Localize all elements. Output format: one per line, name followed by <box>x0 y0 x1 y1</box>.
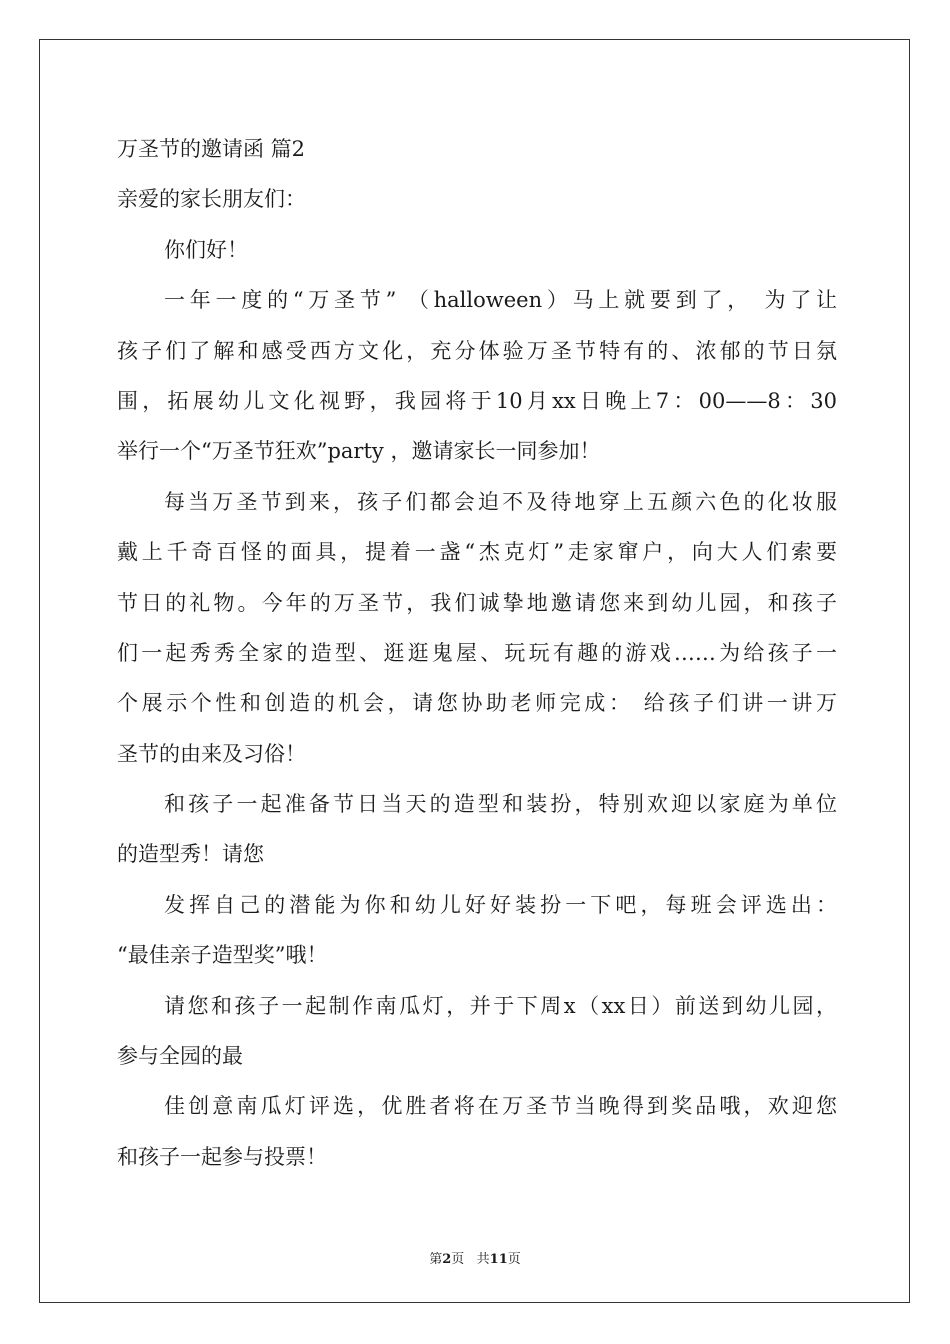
document-title: 万圣节的邀请函 篇2 <box>117 137 306 161</box>
paragraph-line: 和孩子一起准备节日当天的造型和装扮，特别欢迎以家庭为单位 <box>164 792 837 817</box>
footer-page-number: 2 <box>442 1252 452 1267</box>
greeting: 亲爱的家长朋友们： <box>117 187 306 212</box>
footer-prefix: 第 <box>429 1252 443 1267</box>
footer-total-pages: 11 <box>489 1252 508 1267</box>
paragraph-line: 节日的礼物。今年的万圣节，我们诚挚地邀请您来到幼儿园，和孩子 <box>117 590 837 615</box>
paragraph-line: 个展示个性和创造的机会，请您协助老师完成： 给孩子们讲一讲万 <box>117 691 837 716</box>
footer-suffix: 页 <box>507 1252 521 1267</box>
salutation: 你们好！ <box>164 237 248 262</box>
page-footer <box>0 1248 950 1267</box>
paragraph-line: 和孩子一起参与投票！ <box>117 1144 327 1169</box>
paragraph-line: 每当万圣节到来，孩子们都会迫不及待地穿上五颜六色的化妆服 <box>164 489 837 514</box>
paragraph-line: 孩子们了解和感受西方文化，充分体验万圣节特有的、浓郁的节日氛 <box>117 338 837 363</box>
paragraph-line: 围，拓展幼儿文化视野，我园将于10月xx日晚上7：00——8：30 <box>117 388 837 413</box>
document-body <box>117 124 837 1182</box>
paragraph-line: 圣节的由来及习俗！ <box>117 741 306 766</box>
paragraph-line: 参与全园的最 <box>117 1044 243 1069</box>
paragraph-line: 一年一度的“万圣节” （halloween）马上就要到了， 为了让 <box>164 288 837 313</box>
paragraph-line: 戴上千奇百怪的面具，提着一盏“杰克灯”走家窜户，向大人们索要 <box>117 540 837 565</box>
paragraph-line: 的造型秀！请您 <box>117 842 264 867</box>
paragraph-line: “最佳亲子造型奖”哦！ <box>117 943 328 968</box>
paragraph-line: 发挥自己的潜能为你和幼儿好好装扮一下吧，每班会评选出： <box>164 892 837 917</box>
paragraph-line: 举行一个“万圣节狂欢”party ，邀请家长一同参加！ <box>117 439 601 464</box>
footer-middle: 页 共 <box>451 1252 490 1267</box>
paragraph-line: 佳创意南瓜灯评选，优胜者将在万圣节当晚得到奖品哦，欢迎您 <box>164 1094 837 1119</box>
paragraph-line: 请您和孩子一起制作南瓜灯，并于下周x（xx日）前送到幼儿园， <box>164 993 837 1018</box>
paragraph-line: 们一起秀秀全家的造型、逛逛鬼屋、玩玩有趣的游戏……为给孩子一 <box>117 640 837 665</box>
